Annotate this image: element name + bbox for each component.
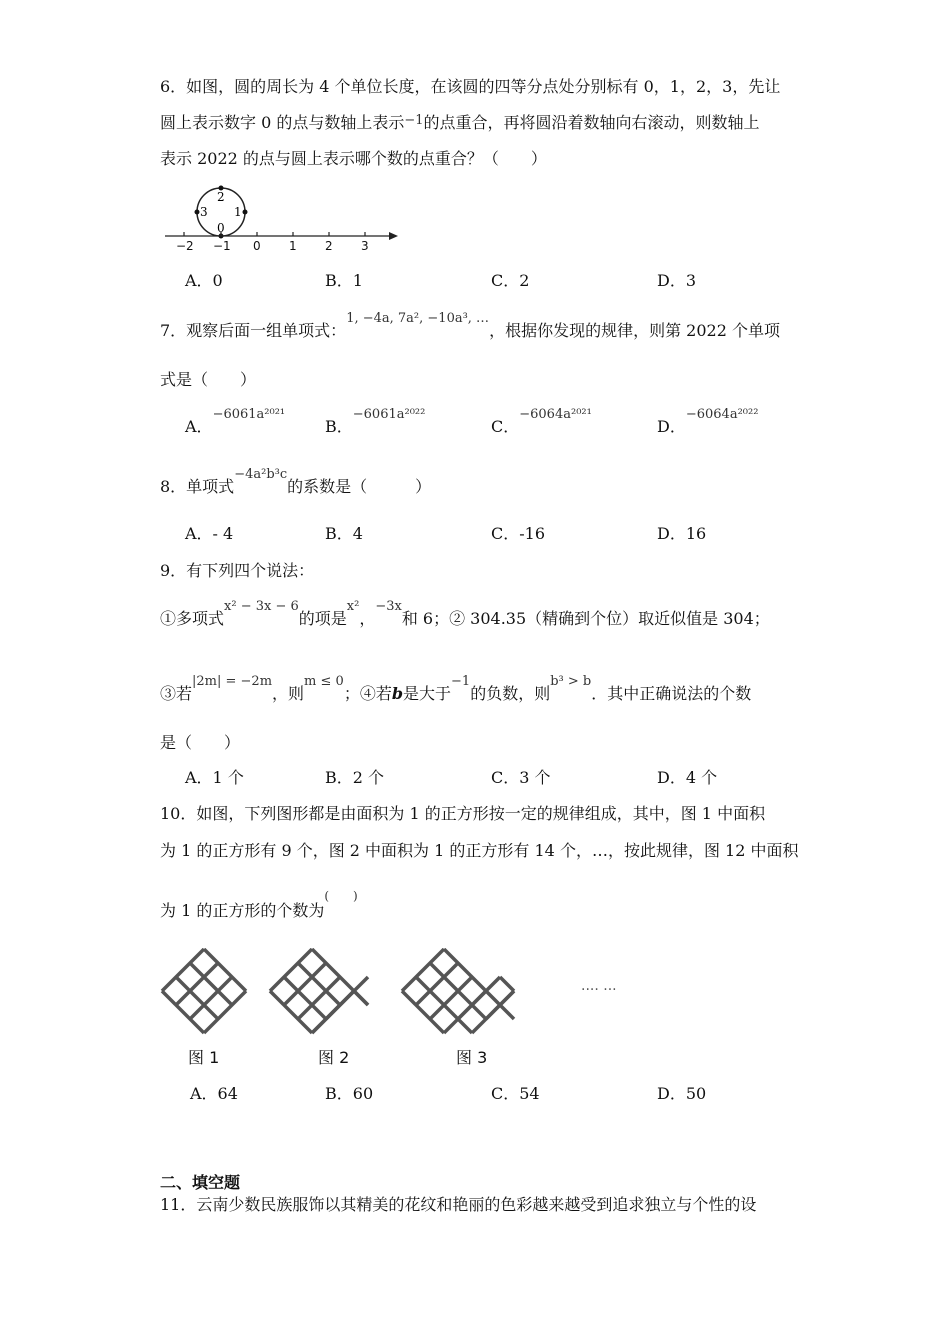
q7-option-d-letter: D． [657, 417, 686, 436]
number-line-arrow [389, 232, 398, 240]
figure-2-grid [270, 949, 368, 1033]
section-title-fill-in: 二、填空题 [160, 1173, 241, 1192]
q9-term-x2: x² [346, 599, 360, 614]
q9-inequality: b³ > b [550, 674, 592, 689]
q9-neg-one: −1 [451, 674, 471, 689]
q10-line3-text: 为 1 的正方形的个数为 [160, 901, 325, 920]
q9-l3-text-b: ，则 [272, 684, 305, 703]
tick-label-0: 0 [253, 239, 261, 253]
q9-l2-text-d: 和 6；② 304.35（精确到个位）取近似值是 304； [401, 609, 770, 628]
q9-option-b: B．2 个 [325, 768, 385, 787]
q6-line3: 表示 2022 的点与圆上表示哪个数的点重合？（ ） [160, 149, 547, 168]
q9-line2 [160, 599, 770, 632]
q6-circle-number-line-figure [160, 182, 410, 254]
q6-line2 [160, 112, 760, 136]
tick-label-1: 1 [289, 239, 297, 253]
figure-3-grid [402, 949, 514, 1033]
q9-l3-text-d: 是大于 [403, 684, 452, 703]
q7-line1b: ，根据你发现的规律，则第 2022 个单项 [489, 321, 780, 340]
figure-ellipsis: ···· ··· [581, 982, 617, 998]
q10-answer-paren: ( ) [324, 889, 358, 903]
q6-neg-one: −1 [404, 113, 424, 128]
q7-option-a-math: −6061a²⁰²¹ [212, 407, 286, 422]
q10-option-b: B．60 [325, 1084, 374, 1103]
q7-line1 [160, 311, 780, 344]
circle-label-1: 1 [234, 205, 242, 219]
q9-l2-text-a: ①多项式 [160, 609, 225, 628]
q7-option-b-letter: B． [325, 417, 353, 436]
q7-option-b [325, 407, 426, 440]
q8-line1b: 的系数是（ ） [287, 477, 432, 496]
q7-line2: 式是（ ） [160, 370, 257, 389]
q7-option-a-letter: A． [185, 417, 213, 436]
q6-line2b: 的点重合，再将圆沿着数轴向右滚动，则数轴上 [423, 113, 760, 132]
q10-option-d: D．50 [657, 1084, 707, 1103]
q10-line3 [160, 889, 358, 923]
q9-option-a: A．1 个 [185, 768, 244, 787]
tick-label-3: 3 [361, 239, 369, 253]
q10-figures [158, 948, 658, 1048]
q7-option-b-math: −6061a²⁰²² [352, 407, 426, 422]
q10-option-c: C．54 [491, 1084, 540, 1103]
q9-term-neg3x: −3x [375, 599, 402, 614]
figure-1-grid [162, 949, 246, 1033]
q6-option-a: A．0 [185, 271, 223, 290]
q9-l2-comma: ， [359, 609, 376, 628]
q7-option-a [185, 407, 286, 440]
q7-line1a: 7．观察后面一组单项式： [160, 321, 347, 340]
q8-option-a: A．- 4 [185, 524, 234, 543]
q11-line1: 11．云南少数民族服饰以其精美的花纹和艳丽的色彩越来越受到追求独立与个性的设 [160, 1195, 757, 1214]
q8-option-c: C．-16 [491, 524, 546, 543]
q6-line2a: 圆上表示数字 0 的点与数轴上表示 [160, 113, 405, 132]
q7-sequence: 1, −4a, 7a², −10a³, … [346, 311, 490, 326]
q9-l3-text-a: ③若 [160, 684, 193, 703]
circle-label-0: 0 [217, 221, 225, 235]
q9-l3-text-e: 的负数，则 [470, 684, 551, 703]
q8-line1 [160, 467, 432, 500]
q6-line1: 6．如图，圆的周长为 4 个单位长度，在该圆的四等分点处分别标有 0，1，2，3，先让 [160, 77, 781, 96]
q9-abs-equation: |2m| = −2m [192, 674, 273, 689]
q7-option-c [491, 407, 592, 440]
q9-line4: 是（ ） [160, 733, 241, 752]
q9-l3-text-f: ．其中正确说法的个数 [591, 684, 752, 703]
q9-condition: m ≤ 0 [304, 674, 344, 689]
tick-label-2: 2 [325, 239, 333, 253]
q9-var-b: b [391, 684, 404, 703]
figure-2-label: 图 2 [318, 1048, 350, 1067]
q9-line1: 9．有下列四个说法： [160, 561, 315, 580]
figure-1-label: 图 1 [188, 1048, 220, 1067]
q8-monomial: −4a²b³c [234, 467, 288, 482]
q10-line2: 为 1 的正方形有 9 个，图 2 中面积为 1 的正方形有 14 个，…，按此规律，图 12 中面积 [160, 841, 799, 860]
q7-option-c-letter: C． [491, 417, 520, 436]
q8-line1a: 8．单项式 [160, 477, 235, 496]
q6-option-b: B．1 [325, 271, 363, 290]
q8-option-b: B．4 [325, 524, 363, 543]
q6-option-d: D．3 [657, 271, 697, 290]
circle-label-2: 2 [217, 190, 225, 204]
q10-line1: 10．如图，下列图形都是由面积为 1 的正方形按一定的规律组成，其中，图 1 中面积 [160, 804, 766, 823]
q9-option-c: C．3 个 [491, 768, 551, 787]
q6-option-c: C．2 [491, 271, 530, 290]
q9-l2-text-b: 的项是 [298, 609, 347, 628]
q9-polynomial: x² − 3x − 6 [224, 599, 299, 614]
q9-l3-text-c: ；④若 [343, 684, 392, 703]
figure-3-label: 图 3 [456, 1048, 488, 1067]
tick-label-neg1: −1 [213, 239, 231, 253]
q8-option-d: D．16 [657, 524, 707, 543]
q9-option-d: D．4 个 [657, 768, 718, 787]
q7-option-d [657, 407, 759, 440]
tick-label-neg2: −2 [176, 239, 194, 253]
q7-option-c-math: −6064a²⁰²¹ [519, 407, 592, 422]
q7-option-d-math: −6064a²⁰²² [685, 407, 759, 422]
q10-option-a: A．64 [190, 1084, 238, 1103]
circle-label-3: 3 [200, 205, 208, 219]
